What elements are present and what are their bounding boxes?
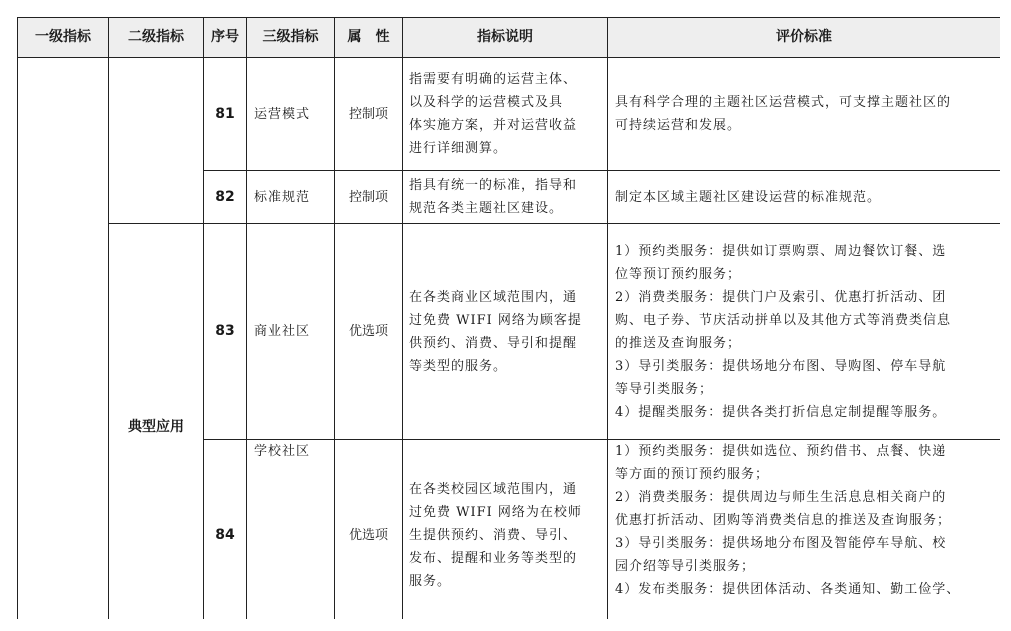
header-level3: 三级指标 bbox=[247, 18, 335, 58]
description-line: 规范各类主题社区建设。 bbox=[409, 201, 564, 216]
indicator-table bbox=[17, 17, 1000, 619]
criteria-line: 1）预约类服务：提供如订票购票、周边餐饮订餐、选 bbox=[615, 243, 947, 259]
table-row bbox=[18, 58, 1001, 171]
criteria-line: 3）导引类服务：提供场地分布图及智能停车导航、校 bbox=[615, 536, 947, 551]
description-line: 指需要有明确的运营主体、 bbox=[409, 72, 578, 87]
description-line: 供预约、消费、导引和提醒 bbox=[409, 335, 578, 351]
header-attribute: 属 性 bbox=[335, 18, 403, 58]
criteria-line: 优惠打折活动、团购等消费类信息的推送及查询服务； bbox=[615, 513, 952, 528]
indicator-table-page bbox=[17, 17, 1000, 619]
criteria-line: 购、电子券、节庆活动拼单以及其他方式等消费类信息 bbox=[615, 312, 952, 328]
description-line: 发布、提醒和业务等类型的 bbox=[409, 550, 578, 566]
level3-name: 运营模式 bbox=[247, 58, 335, 171]
criteria-line: 具有科学合理的主题社区运营模式，可支撑主题社区的 bbox=[615, 95, 952, 110]
description-line: 生提供预约、消费、导引、 bbox=[409, 527, 578, 543]
description-cell bbox=[403, 224, 608, 440]
criteria-line: 4）发布类服务：提供团体活动、各类通知、勤工俭学、 bbox=[615, 582, 961, 597]
level3-name: 标准规范 bbox=[247, 171, 335, 224]
attribute-cell: 控制项 bbox=[335, 171, 403, 224]
criteria-cell bbox=[608, 440, 1001, 620]
level3-name: 学校社区 bbox=[247, 440, 335, 620]
criteria-line: 1）预约类服务：提供如选位、预约借书、点餐、快递 bbox=[615, 444, 947, 459]
criteria-line: 2）消费类服务：提供门户及索引、优惠打折活动、团 bbox=[615, 289, 947, 305]
description-line: 指具有统一的标准，指导和 bbox=[409, 178, 578, 193]
criteria-line: 2）消费类服务：提供周边与师生生活息息相关商户的 bbox=[615, 490, 947, 505]
level1-cell bbox=[18, 58, 109, 620]
header-number: 序号 bbox=[204, 18, 247, 58]
description-cell bbox=[403, 440, 608, 620]
level2-typical-application: 典型应用 bbox=[109, 224, 204, 620]
header-level2: 二级指标 bbox=[109, 18, 204, 58]
criteria-line: 可持续运营和发展。 bbox=[615, 118, 742, 133]
header-level1: 一级指标 bbox=[18, 18, 109, 58]
criteria-line: 的推送及查询服务； bbox=[615, 335, 742, 351]
row-number: 83 bbox=[204, 224, 247, 440]
description-line: 在各类商业区域范围内，通 bbox=[409, 289, 578, 305]
criteria-line: 等导引类服务； bbox=[615, 381, 714, 397]
row-number: 82 bbox=[204, 171, 247, 224]
header-description: 指标说明 bbox=[403, 18, 608, 58]
description-line: 过免费 WIFI 网络为顾客提 bbox=[409, 312, 582, 328]
criteria-cell bbox=[608, 224, 1001, 440]
attribute-cell: 优选项 bbox=[335, 224, 403, 440]
criteria-line: 园介绍等导引类服务； bbox=[615, 559, 756, 574]
description-line: 体实施方案，并对运营收益 bbox=[409, 118, 578, 133]
description-cell bbox=[403, 171, 608, 224]
header-criteria: 评价标准 bbox=[608, 18, 1001, 58]
attribute-cell: 优选项 bbox=[335, 440, 403, 620]
criteria-line: 等方面的预订预约服务； bbox=[615, 467, 770, 482]
criteria-line: 制定本区域主题社区建设运营的标准规范。 bbox=[615, 189, 882, 205]
level2-cell-empty bbox=[109, 58, 204, 224]
criteria-line: 位等预订预约服务； bbox=[615, 266, 742, 282]
table-row bbox=[18, 224, 1001, 440]
criteria-line: 3）导引类服务：提供场地分布图、导购图、停车导航 bbox=[615, 358, 947, 374]
description-line: 等类型的服务。 bbox=[409, 358, 508, 374]
description-cell bbox=[403, 58, 608, 171]
description-line: 以及科学的运营模式及具 bbox=[409, 95, 564, 110]
header-row bbox=[18, 18, 1001, 58]
level3-name: 商业社区 bbox=[247, 224, 335, 440]
row-number: 81 bbox=[204, 58, 247, 171]
description-line: 在各类校园区域范围内，通 bbox=[409, 481, 578, 497]
description-line: 服务。 bbox=[409, 573, 452, 589]
description-line: 进行详细测算。 bbox=[409, 141, 508, 156]
criteria-cell bbox=[608, 171, 1001, 224]
description-line: 过免费 WIFI 网络为在校师 bbox=[409, 504, 582, 520]
attribute-cell: 控制项 bbox=[335, 58, 403, 171]
criteria-line: 4）提醒类服务：提供各类打折信息定制提醒等服务。 bbox=[615, 404, 947, 420]
criteria-cell bbox=[608, 58, 1001, 171]
row-number: 84 bbox=[204, 440, 247, 620]
